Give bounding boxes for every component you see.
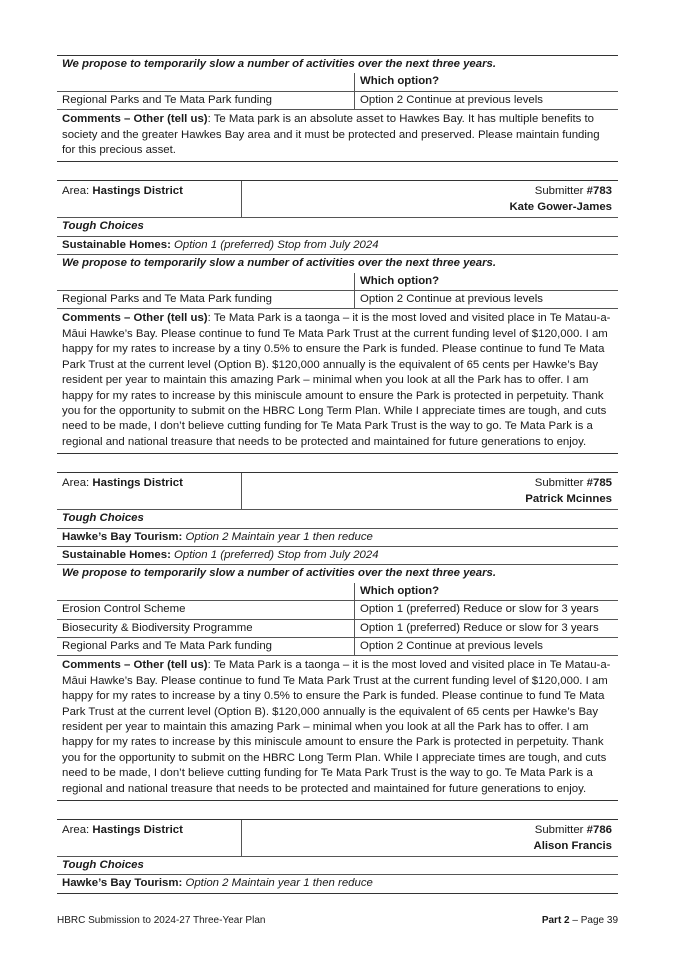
tough-choices-heading: Tough Choices <box>57 217 618 235</box>
table-row <box>57 600 618 618</box>
submitter-number: #783 <box>586 185 612 198</box>
which-option-row <box>57 273 618 290</box>
propose-heading: We propose to temporarily slow a number of activities over the next three years. <box>57 564 618 582</box>
submission-continued <box>57 55 618 162</box>
submission-header <box>57 181 618 217</box>
submission-header <box>57 820 618 856</box>
submission-786 <box>57 819 618 894</box>
area-value: Hastings District <box>92 185 183 198</box>
area-value: Hastings District <box>92 824 183 837</box>
activity-cell: Biosecurity & Biodiversity Programme <box>57 620 355 637</box>
table-row <box>57 91 618 109</box>
area-cell: Area: Hastings District <box>57 181 242 217</box>
table-row <box>57 619 618 637</box>
option-cell: Option 1 (preferred) Reduce or slow for 3 years <box>360 621 599 634</box>
page-footer <box>57 915 618 926</box>
activity-cell: Regional Parks and Te Mata Park funding <box>57 291 355 308</box>
area-value: Hastings District <box>92 477 183 490</box>
submission-785 <box>57 472 618 801</box>
footer-page: Part 2 – Page 39 <box>541 915 618 926</box>
area-cell: Area: Hastings District <box>57 820 242 856</box>
propose-heading: We propose to temporarily slow a number of activities over the next three years. <box>62 58 497 70</box>
submitter-cell: Submitter #785 Patrick Mcinnes <box>525 477 612 506</box>
submitter-cell: Submitter #786 Alison Francis <box>533 824 612 853</box>
which-option-row <box>57 583 618 600</box>
activity-cell: Erosion Control Scheme <box>57 601 355 618</box>
submitter-name: Alison Francis <box>533 840 612 853</box>
comment-text: : Te Mata park is an absolute asset to Hawkes Bay. It has multiple benefits to society and the greater Hawkes Bay area and it must be protected and preserved. Please maintain funding for this precious asset. <box>62 113 600 157</box>
submission-783 <box>57 180 618 454</box>
comment-text: : Te Mata Park is a taonga – it is the most loved and visited place in Te Matau-a-Māui Hawke’s Bay. Please continue to fund Te Mata Park Trust at the current funding level of $120,000. I am happy for my rates to increase by a tiny 0.5% to ensure the Park is funded. Please continue to fund Te Mata Park Trust at the current level (Option B). $120,000 annually is the equivalent of 65 cents per Hawke’s Bay resident per year to maintain this amazing Park – minimal when you look at all the Park has to offer. I am happy for my rates to increase by this miniscule amount to ensure the Park is protected in perpetuity. Thank you for the opportunity to submit on the HBRC Long Term Plan. While I appreciate times are tough, and cuts need to be made, I don’t believe cutting funding for Te Mata Park Trust is the way to go. Te Mata Park is a regional and national treasure that needs to be protected and maintained for future generations to enjoy. <box>62 659 611 795</box>
submission-header <box>57 473 618 509</box>
submitter-cell: Submitter #783 Kate Gower-James <box>509 185 612 214</box>
option-cell: Option 1 (preferred) Reduce or slow for 3 years <box>360 603 599 616</box>
comment-block <box>57 109 618 161</box>
comment-label: Comments – Other (tell us) <box>62 659 208 672</box>
propose-heading: We propose to temporarily slow a number of activities over the next three years. <box>57 254 618 272</box>
tough-choices-heading: Tough Choices <box>57 509 618 527</box>
sustainable-homes-row: Sustainable Homes: Option 1 (preferred) Stop from July 2024 <box>57 546 618 564</box>
submitter-name: Kate Gower-James <box>509 201 612 214</box>
submitter-number: #785 <box>586 477 612 490</box>
option-cell: Option 2 Continue at previous levels <box>360 293 543 306</box>
comment-block <box>57 655 618 800</box>
sustainable-homes-row: Sustainable Homes: Option 1 (preferred) Stop from July 2024 <box>57 236 618 254</box>
activity-cell: Regional Parks and Te Mata Park funding <box>57 92 355 109</box>
hawkes-bay-tourism-row: Hawke’s Bay Tourism: Option 2 Maintain year 1 then reduce <box>57 874 618 892</box>
which-option-label: Which option? <box>360 274 440 287</box>
footer-title: HBRC Submission to 2024-27 Three-Year Plan <box>57 915 266 926</box>
option-cell: Option 2 Continue at previous levels <box>360 639 543 652</box>
option-cell: Option 2 Continue at previous levels <box>360 93 543 106</box>
which-option-row <box>57 73 618 90</box>
tough-choices-heading: Tough Choices <box>57 856 618 874</box>
area-cell: Area: Hastings District <box>57 473 242 509</box>
document-page <box>57 55 618 894</box>
comment-label: Comments – Other (tell us) <box>62 312 208 325</box>
submitter-name: Patrick Mcinnes <box>525 493 612 506</box>
which-option-label: Which option? <box>360 584 440 597</box>
comment-text: : Te Mata Park is a taonga – it is the most loved and visited place in Te Matau-a-Māui Hawke’s Bay. Please continue to fund Te Mata Park Trust at the current funding level of $120,000. I am happy for my rates to increase by a tiny 0.5% to ensure the Park is funded. Please continue to fund Te Mata Park Trust at the current level (Option B). $120,000 annually is the equivalent of 65 cents per Hawke’s Bay resident per year to maintain this amazing Park – minimal when you look at all the Park has to offer. I am happy for my rates to increase by this miniscule amount to ensure the Park is protected in perpetuity. Thank you for the opportunity to submit on the HBRC Long Term Plan. While I appreciate times are tough, and cuts need to be made, I don’t believe cutting funding for Te Mata Park Trust is the way to go. Te Mata Park is a regional and national treasure that needs to be protected and maintained for future generations to enjoy. <box>62 312 611 448</box>
hawkes-bay-tourism-row: Hawke’s Bay Tourism: Option 2 Maintain year 1 then reduce <box>57 528 618 546</box>
submitter-number: #786 <box>586 824 612 837</box>
comment-block <box>57 308 618 453</box>
activity-cell: Regional Parks and Te Mata Park funding <box>57 638 355 655</box>
which-option-label: Which option? <box>360 75 440 88</box>
table-row <box>57 637 618 655</box>
comment-label: Comments – Other (tell us) <box>62 113 208 126</box>
table-row <box>57 290 618 308</box>
